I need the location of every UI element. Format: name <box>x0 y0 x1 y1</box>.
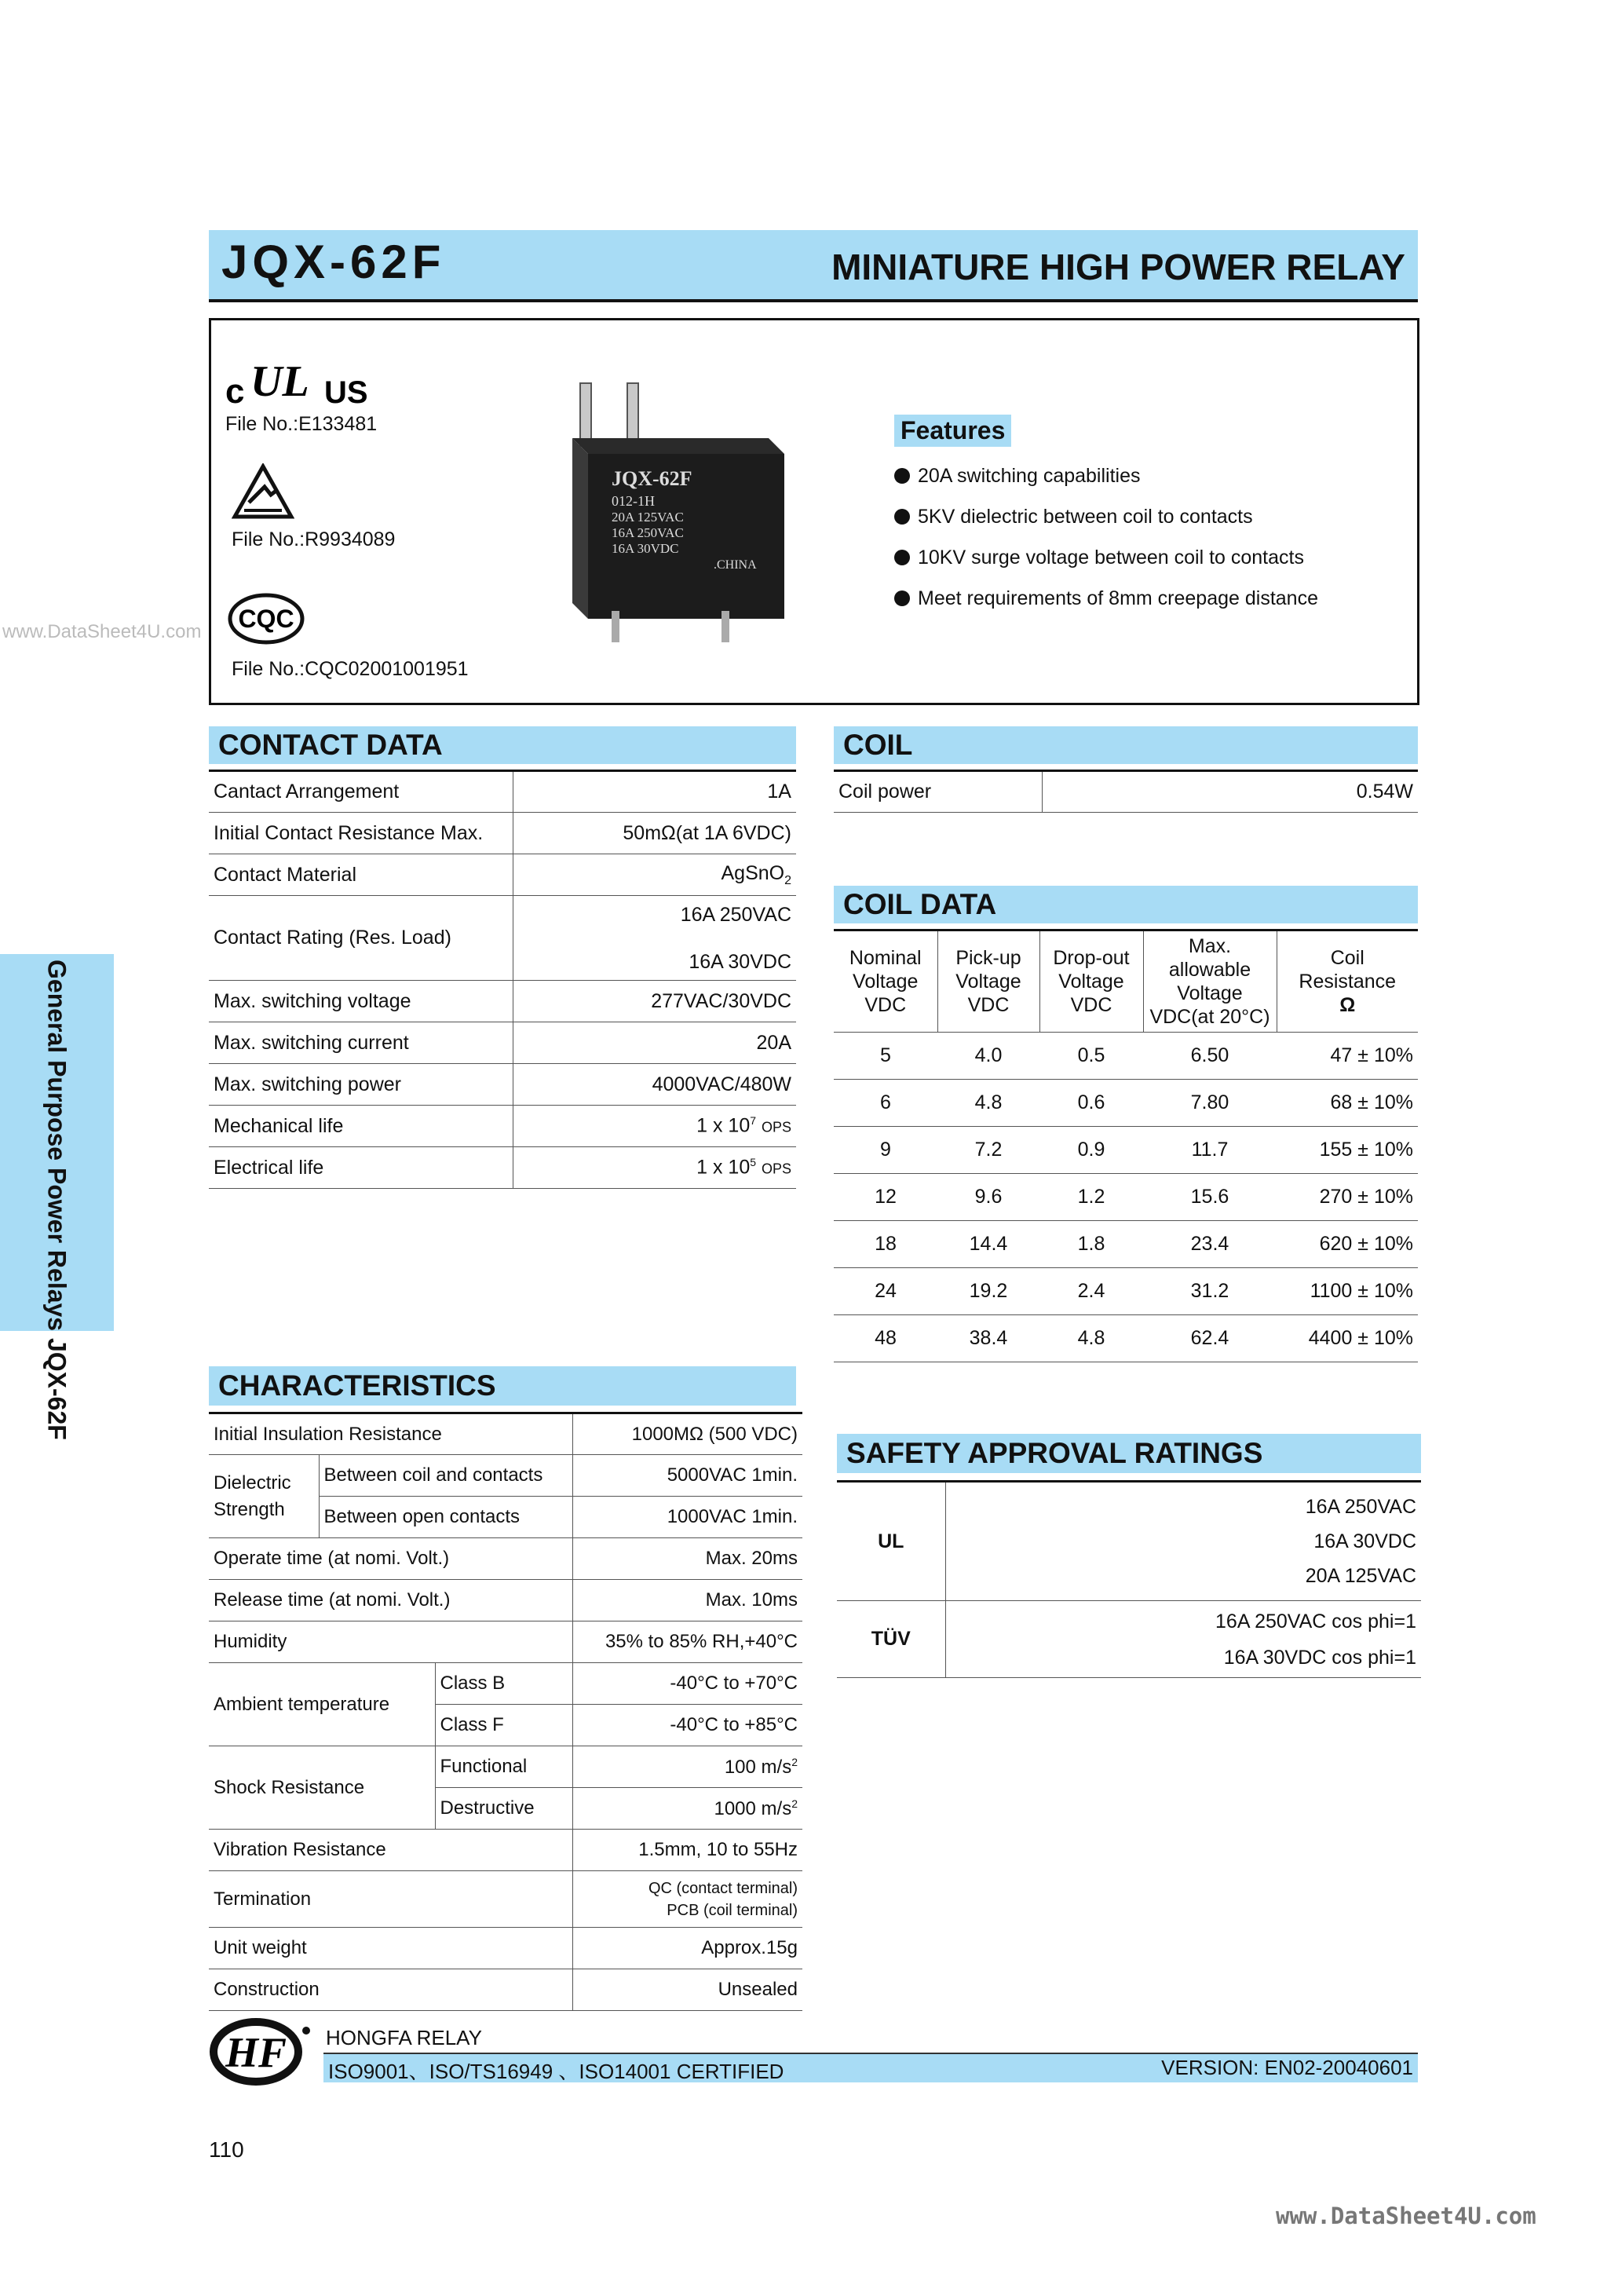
page-header <box>209 230 1418 302</box>
table-row: Max. switching current 20A <box>209 1022 796 1064</box>
page-number: 110 <box>209 2137 244 2162</box>
characteristics-heading: CHARACTERISTICS <box>209 1366 796 1406</box>
relay-label-rating-2: 16A 250VAC <box>612 525 684 540</box>
table-row: 6 4.8 0.6 7.80 68 ± 10% <box>834 1080 1418 1127</box>
feature-item: 20A switching capabilities <box>894 460 1318 501</box>
table-row: Mechanical life 1 x $10^7$ OPS <box>209 1106 796 1147</box>
table-row: 48 38.4 4.8 62.4 4400 ± 10% <box>834 1315 1418 1362</box>
cqc-logo <box>227 591 305 646</box>
cqc-file-number: File No.:CQC02001001951 <box>232 658 469 680</box>
page-title: MINIATURE HIGH POWER RELAY <box>831 247 1405 287</box>
tuv-file-number: File No.:R9934089 <box>232 528 396 550</box>
table-row: Dielectric Strength Between coil and contacts 5000VAC 1min. <box>209 1455 802 1497</box>
certification-box <box>2 318 1419 705</box>
table-header-row: Nominal Voltage VDC Pick-up Voltage VDC Drop-out Voltage VDC Max. allowable Voltage VDC(at 20°C) Coil Resistance Ω <box>834 930 1418 1033</box>
table-row: Unit weight Approx.15g <box>209 1928 802 1969</box>
table-row: Termination QC (contact terminal) PCB (coil terminal) <box>209 1871 802 1928</box>
bullet-icon <box>894 509 910 525</box>
bullet-icon <box>894 550 910 565</box>
table-row: Electrical life 1 x $10^5$ OPS <box>209 1147 796 1189</box>
table-row: Ambient temperature Class B -40°C to +70°C <box>209 1663 802 1705</box>
table-row: 24 19.2 2.4 31.2 1100 ± 10% <box>834 1268 1418 1315</box>
relay-label-code: 012-1H <box>612 493 655 509</box>
contact-data-table <box>209 770 796 1189</box>
table-row: Initial Insulation Resistance 1000MΩ (500 VDC) <box>209 1413 802 1455</box>
relay-label-rating-3: 16A 30VDC <box>612 541 679 556</box>
table-row: TÜV 16A 250VAC cos phi=1 16A 30VDC cos phi=1 <box>837 1601 1421 1678</box>
certified-text: ISO9001、ISO/TS16949 、ISO14001 CERTIFIED <box>328 2060 784 2083</box>
hongfa-logo <box>209 2016 311 2087</box>
tuv-triangle-icon <box>232 463 294 520</box>
ul-file-number: File No.:E133481 <box>225 413 378 435</box>
table-row: 5 4.0 0.5 6.50 47 ± 10% <box>834 1033 1418 1080</box>
svg-text:CQC: CQC <box>238 605 294 633</box>
table-row: Max. switching voltage 277VAC/30VDC <box>209 981 796 1022</box>
footer-watermark: www.DataSheet4U.com <box>1276 2203 1536 2229</box>
table-row: Max. switching power 4000VAC/480W <box>209 1064 796 1106</box>
feature-item: 5KV dielectric between coil to contacts <box>894 501 1318 542</box>
table-row: Construction Unsealed <box>209 1969 802 2011</box>
features-heading: Features <box>894 415 1011 447</box>
table-row: Vibration Resistance 1.5mm, 10 to 55Hz <box>209 1830 802 1871</box>
safety-table <box>837 1480 1421 1678</box>
table-row: Contact Rating (Res. Load) 16A 250VAC 16A 30VDC <box>209 896 796 981</box>
characteristics-table <box>209 1412 802 2011</box>
table-row: Release time (at nomi. Volt.) Max. 10ms <box>209 1580 802 1621</box>
coil-data-table <box>834 929 1418 1362</box>
table-row: Initial Contact Resistance Max. 50mΩ(at 1A 6VDC) <box>209 813 796 854</box>
svg-text:c: c <box>225 372 245 407</box>
model-number: JQX-62F <box>221 236 446 288</box>
version-text: VERSION: EN02-20040601 <box>1161 2056 1413 2079</box>
table-row: Operate time (at nomi. Volt.) Max. 20ms <box>209 1538 802 1580</box>
ul-logo <box>225 360 382 407</box>
coil-heading: COIL <box>834 726 1418 764</box>
company-name: HONGFA RELAY <box>326 2026 482 2049</box>
table-row: Humidity 35% to 85% RH,+40°C <box>209 1621 802 1663</box>
side-tab-label: General Purpose Power Relays JQX-62F <box>42 960 71 1440</box>
svg-text:UL: UL <box>250 360 309 406</box>
table-row: Class F -40°C to +85°C <box>209 1705 802 1746</box>
table-row: Between open contacts 1000VAC 1min. <box>209 1497 802 1538</box>
relay-label-model: JQX-62F <box>612 467 692 490</box>
table-row: Shock Resistance Functional 100 $m/s^2$ <box>209 1746 802 1788</box>
coil-data-heading: COIL DATA <box>834 886 1418 923</box>
bullet-icon <box>894 590 910 606</box>
table-row: Contact Material AgSnO$_2$ <box>209 854 796 896</box>
contact-data-heading: CONTACT DATA <box>209 726 796 764</box>
table-row: Cantact Arrangement 1A <box>209 771 796 813</box>
svg-text:US: US <box>324 375 368 407</box>
feature-item: 10KV surge voltage between coil to contacts <box>894 542 1318 583</box>
side-watermark: www.DataSheet4U.com <box>2 621 202 642</box>
relay-label-rating-1: 20A 125VAC <box>612 510 684 525</box>
footer-bar <box>323 2053 1418 2082</box>
features-list <box>894 460 1318 623</box>
table-row: 9 7.2 0.9 11.7 155 ± 10% <box>834 1127 1418 1174</box>
table-row: Coil power 0.54W <box>834 771 1418 813</box>
bullet-icon <box>894 468 910 484</box>
table-row: 18 14.4 1.8 23.4 620 ± 10% <box>834 1221 1418 1268</box>
table-row: Destructive 1000 $m/s^2$ <box>209 1788 802 1830</box>
feature-item: Meet requirements of 8mm creepage distance <box>894 583 1318 623</box>
coil-table <box>834 770 1418 813</box>
table-row: UL 16A 250VAC 16A 30VDC 20A 125VAC <box>837 1482 1421 1601</box>
svg-text:HF: HF <box>225 2029 287 2076</box>
relay-label-origin: .CHINA <box>714 558 757 572</box>
table-row: 12 9.6 1.2 15.6 270 ± 10% <box>834 1174 1418 1221</box>
safety-heading: SAFETY APPROVAL RATINGS <box>837 1434 1421 1473</box>
relay-product-image <box>564 375 824 642</box>
